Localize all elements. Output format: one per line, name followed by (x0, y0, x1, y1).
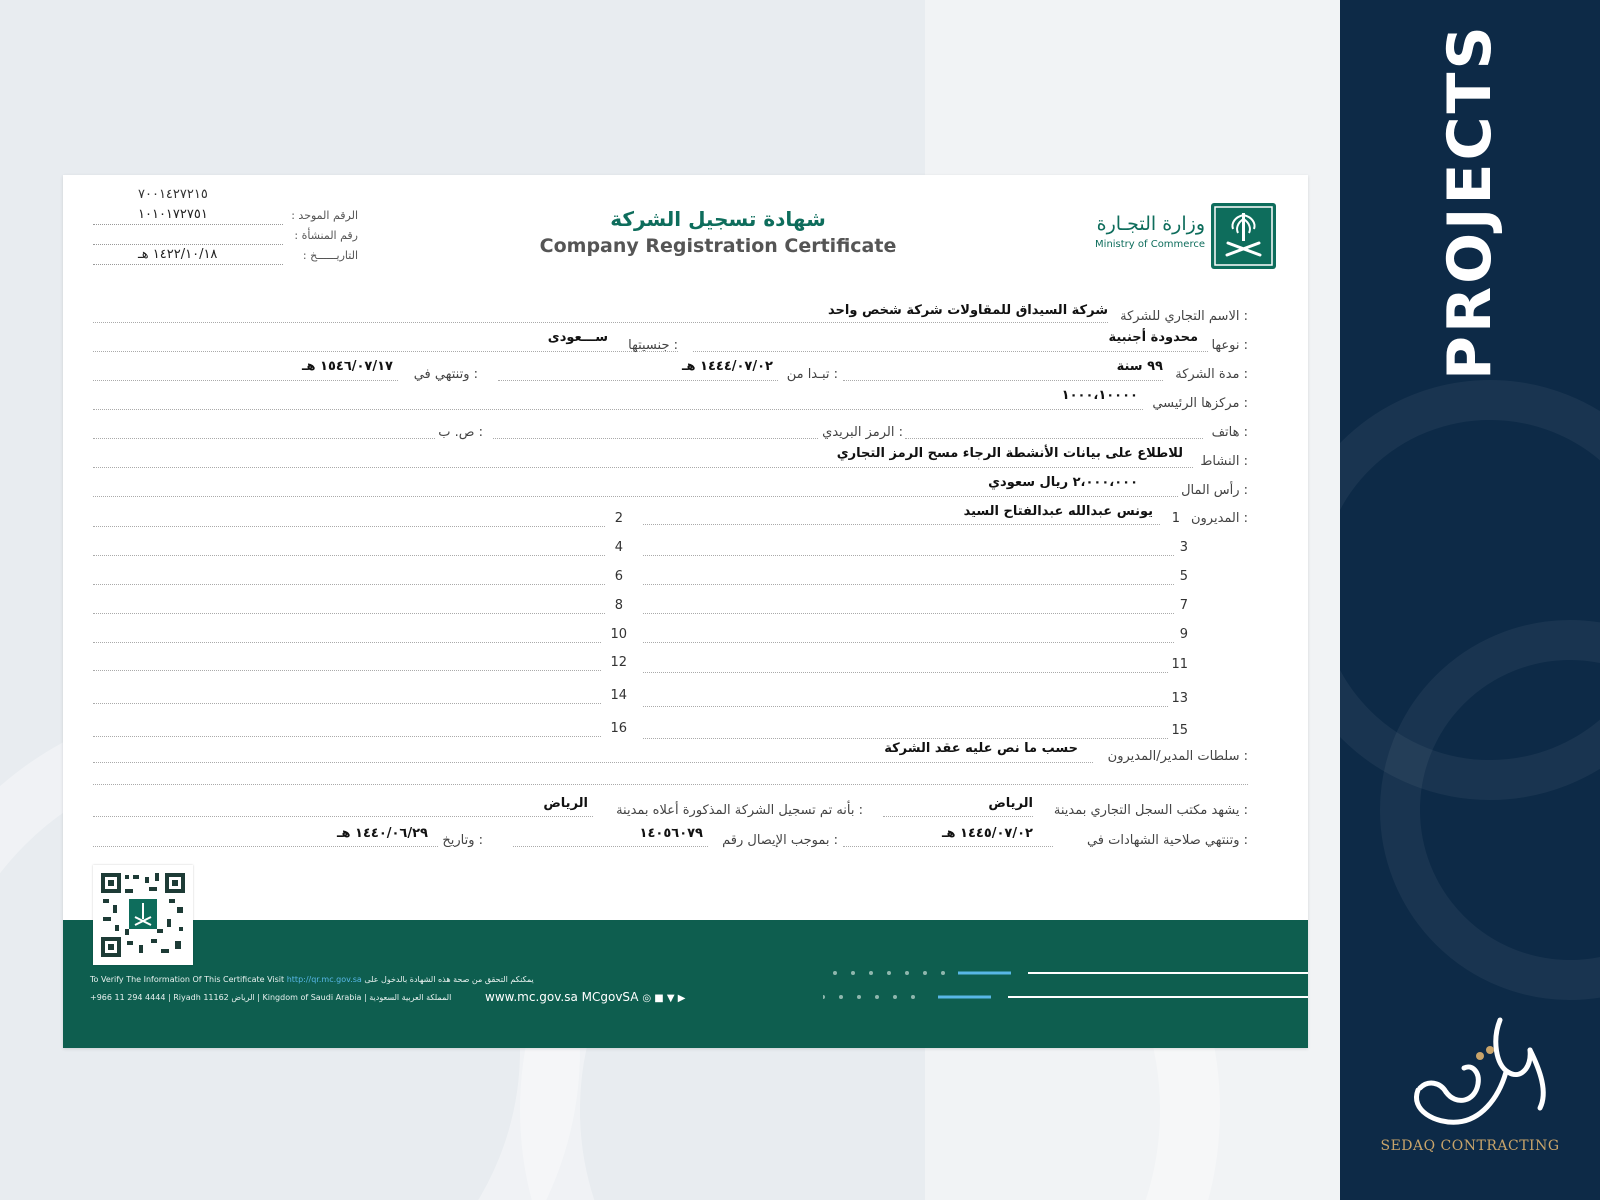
field-activity: للاطلاع على بيانات الأنشطة الرجاء مسح الرمز التجاري النشاط : (93, 446, 1248, 472)
footer-web (485, 990, 685, 1004)
manager-row-8: 8 (93, 596, 633, 618)
manager-row-11: 11 (643, 655, 1188, 677)
certificate (63, 175, 1308, 1048)
field-managers: يونس عبدالله عبدالفتاح السيد 1 المديرون : (93, 503, 1248, 529)
manager-row-15: 15 (643, 721, 1188, 743)
footer-country: Kingdom of Saudi Arabia (262, 993, 362, 1002)
manager-row-5: 5 (643, 567, 1188, 589)
manager-row-16: 16 (93, 719, 633, 741)
field-receipt-date: ١٤٤٠/٠٦/٢٩ هـ وتاريخ : (93, 825, 483, 851)
footer-decoration (823, 965, 1308, 1005)
manager-row-3: 3 (643, 538, 1188, 560)
field-validity: ١٤٤٥/٠٧/٠٢ هـ وتنتهي صلاحية الشهادات في : (93, 825, 1248, 851)
field-duration: ٩٩ سنة مدة الشركة : (93, 359, 1248, 385)
field-registry-office: الرياض يشهد مكتب السجل التجاري بمدينة : (93, 795, 1248, 821)
field-registered-in: الرياض بأنه تم تسجيل الشركة المذكورة أعلاه بمدينة : (93, 795, 863, 821)
manager-row-7: 7 (643, 596, 1188, 618)
field-ends: ١٥٤٦/٠٧/١٧ هـ وتنتهي في : (93, 359, 478, 385)
certificate-title-ar: شهادة تسجيل الشركة (610, 207, 826, 231)
sedaq-logo-mark (1380, 1010, 1560, 1130)
manager-row-4: 4 (93, 538, 633, 560)
manager-row-2: 2 (93, 509, 633, 531)
unified-number: ٧٠٠١٤٢٧٢١٥ (138, 187, 208, 202)
field-receipt: ١٤٠٥٦٠٧٩ بموجب الإيصال رقم : (93, 825, 838, 851)
field-company-type: محدودة أجنبية نوعها : (93, 330, 1248, 356)
field-postal-code: الرمز البريدي : (93, 417, 903, 443)
footer-website[interactable]: www.mc.gov.sa (485, 990, 578, 1004)
footer-contacts: +966 11 294 4444 | Riyadh 11162 الرياض | Kingdom of Saudi Arabia | المملكة العربية السعودية (90, 993, 452, 1002)
header-row-establishment: ١٠١٠١٧٢٧٥١ (138, 207, 208, 222)
footer-handle: MCgovSA (581, 990, 639, 1004)
header-row-unified: الرقم الموحد : (93, 207, 358, 227)
field-capital: ٢،٠٠٠،٠٠٠ ريال سعودي رأس المال : (93, 475, 1248, 501)
ministry-emblem-icon (1211, 203, 1276, 269)
ministry-name-ar: وزارة التجـارة (1096, 213, 1205, 235)
ministry-name-en: Ministry of Commerce (1095, 239, 1205, 250)
projects-title: PROJECTS (1435, 23, 1505, 380)
sedaq-logo-text: SEDAQ CONTRACTING (1380, 1138, 1560, 1154)
manager-row-12: 12 (93, 653, 633, 675)
certificate-title-en: Company Registration Certificate (539, 235, 897, 257)
footer-city: Riyadh 11162 الرياض (173, 993, 255, 1002)
header-row-date: ١٤٢٢/١٠/١٨ هـ التاريــــــخ : (93, 247, 358, 267)
social-icons[interactable]: ◎ ■ ▼ ▶ (642, 993, 686, 1004)
field-nationality: ســـعودى جنسيتها : (93, 330, 678, 356)
qr-code-icon (99, 871, 187, 959)
field-trade-name: شركة السيداق للمقاولات شركة شخص واحد الاسم التجاري للشركة : (93, 301, 1248, 327)
field-phone: هاتف : (93, 417, 1248, 443)
field-blank-line (93, 767, 1248, 789)
field-authorities: حسب ما نص عليه عقد الشركة سلطات المدير/المديرون : (93, 741, 1248, 767)
manager-number: 1 (1171, 511, 1180, 526)
header-row-establishment-label: رقم المنشأة : (93, 227, 358, 247)
footer-country-ar: المملكة العربية السعودية (369, 993, 452, 1002)
manager-row-9: 9 (643, 625, 1188, 647)
manager-row-6: 6 (93, 567, 633, 589)
sedaq-logo (1370, 1010, 1570, 1170)
field-po-box: ص. ب : (93, 417, 483, 443)
field-starts: ١٤٤٤/٠٧/٠٢ هـ تبـدا من : (93, 359, 838, 385)
footer-verify-text: To Verify The Information Of This Certificate Visit http://qr.mc.gov.sa يمكنكم التحقق من صحة هذه الشهادة بالدخول على (90, 975, 534, 984)
verify-link[interactable]: http://qr.mc.gov.sa (286, 975, 362, 984)
manager-row-14: 14 (93, 686, 633, 708)
manager-row-13: 13 (643, 689, 1188, 711)
qr-code[interactable] (93, 865, 193, 965)
footer-phone: +966 11 294 4444 (90, 993, 166, 1002)
manager-row-10: 10 (93, 625, 633, 647)
field-headquarters: ١٠٠٠،١٠٠٠٠ مركزها الرئيسي : (93, 388, 1248, 414)
